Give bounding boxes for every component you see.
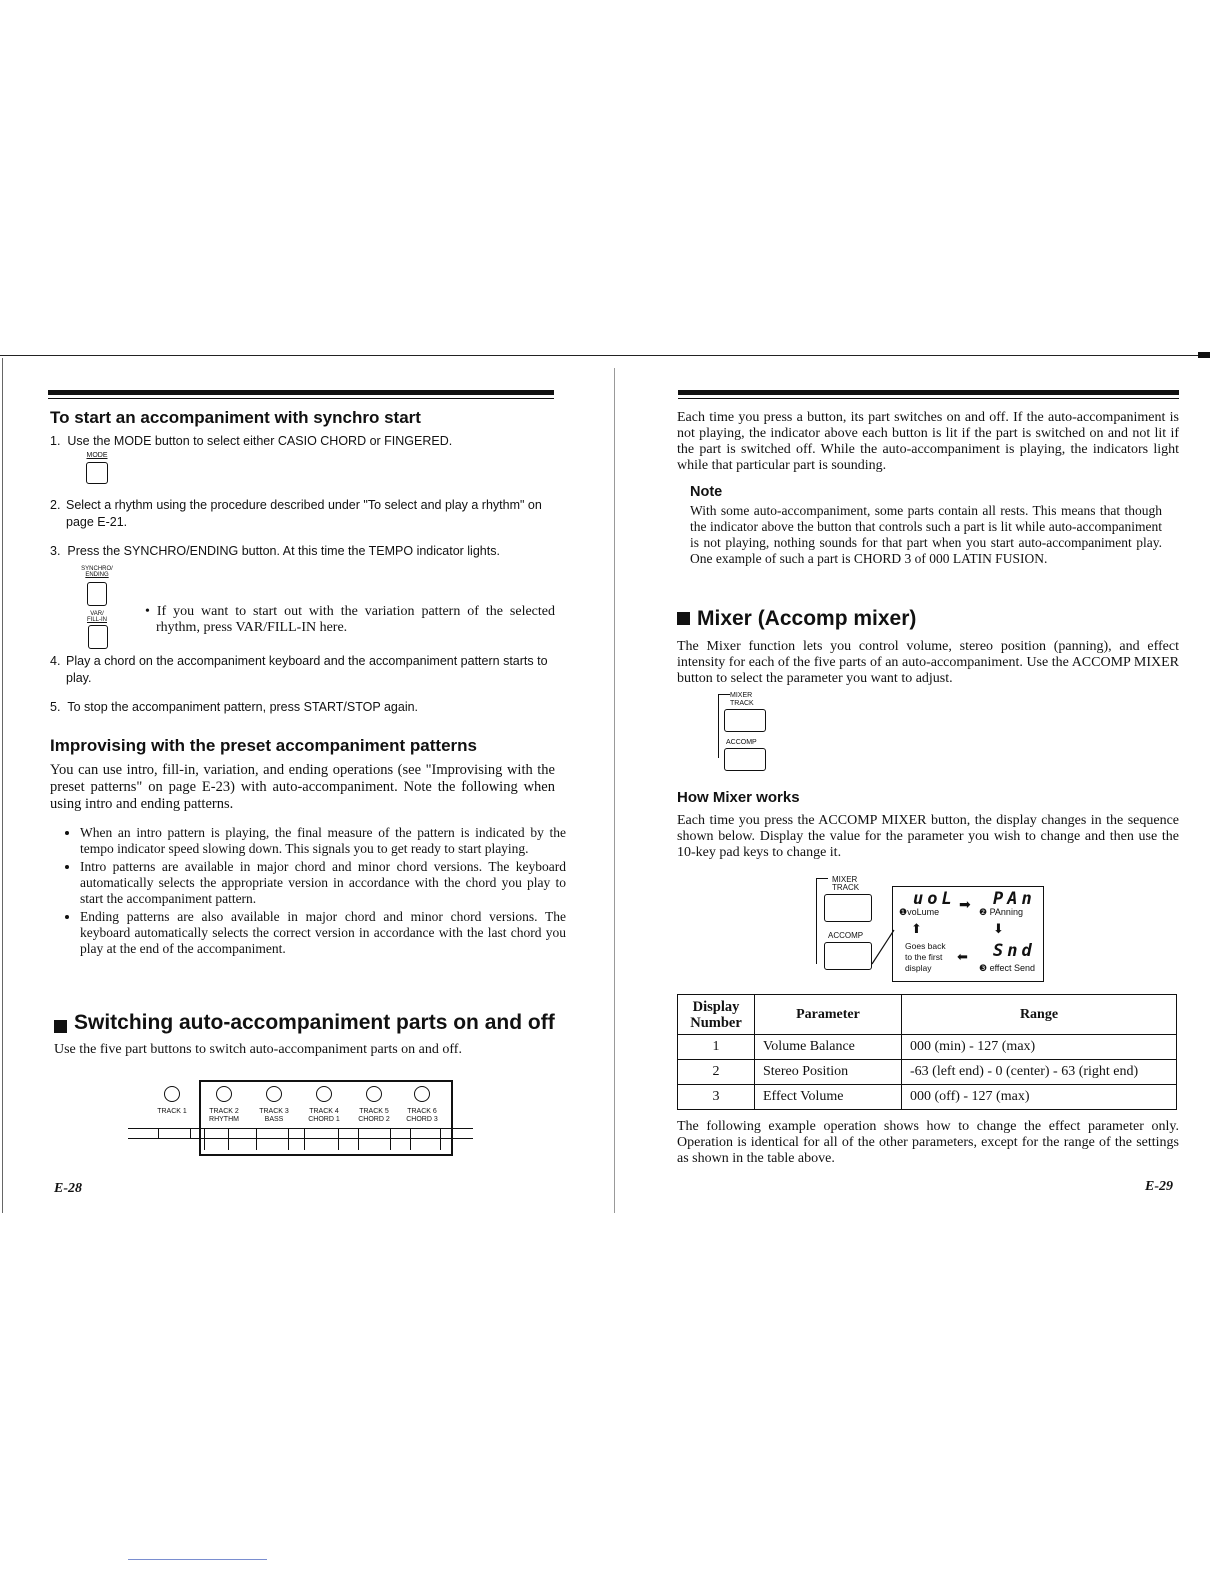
var-label-2: FILL-IN [86,617,107,623]
track-sublabel-2: RHYTHM [209,1116,239,1123]
table-row [678,1060,1177,1085]
track-sublabel-3: BASS [264,1116,284,1123]
diagram-track-label: TRACK [832,883,860,892]
mixer-label: MIXER [730,692,753,699]
cell-number: 2 [678,1060,755,1085]
lcd-display [892,886,1044,982]
step-5: 5. To stop the accompaniment pattern, press START/STOP again. [50,700,419,714]
track-sublabel-5: CHORD 2 [358,1116,390,1123]
indicator-icon [266,1086,282,1102]
left-header-bar [48,390,554,395]
mixer-heading: Mixer (Accomp mixer) [697,607,917,630]
cell-range: 000 (off) - 127 (max) [902,1085,1177,1110]
step-5-text: To stop the accompaniment pattern, press START/STOP again. [67,700,419,714]
note-heading: Note [690,484,723,500]
table-header-row [678,995,1177,1035]
seg-panning: PAn [993,889,1036,909]
volume-caption [899,907,939,918]
bullet-item: • Intro patterns are available in major chord and minor chord versions. The keyboard automatically selects the appropriate version in accordance with the chord you play to start the accompaniment pattern. [80,859,566,907]
square-bullet [677,612,690,625]
section-heading-improvising: Improvising with the preset accompaniment patterns [50,736,477,755]
arrow-down-icon: ⬇ [993,921,1004,936]
track-label: TRACK [730,700,754,707]
indicator-icon [414,1086,430,1102]
track-sublabel-6: CHORD 3 [406,1116,438,1123]
cell-range: 000 (min) - 127 (max) [902,1035,1177,1060]
improvising-intro: You can use intro, fill-in, variation, and ending operations (see "Improvising with the preset patterns" on page E-23) with auto-accompaniment. Note the following when using intro and ending patterns. [50,762,555,812]
mixer-bracket [718,694,719,758]
panel-line-bottom [128,1138,473,1139]
divider [256,1128,257,1150]
goes-back-3: display [905,963,932,973]
track-label-5: TRACK 5 [359,1108,389,1115]
left-page-number: E-28 [54,1181,82,1196]
divider [440,1128,441,1150]
var-label-1: VAR/ [90,611,104,617]
var-fill-in-button[interactable] [88,625,108,649]
mode-button[interactable] [86,462,108,484]
bottom-artifact [128,1559,267,1560]
divider [338,1128,339,1150]
right-outro: The following example operation shows how to change the effect parameter only. Operation is identical for all of the other parameters, except for the range of the settings as shown in the table above. [677,1119,1179,1166]
how-mixer-heading: How Mixer works [677,789,800,806]
synchro-label-1: SYNCHRO/ [81,566,113,572]
step-1: 1. Use the MODE button to select either CASIO CHORD or FINGERED. [50,434,453,448]
square-bullet [54,1020,67,1033]
accomp-mixer-button[interactable] [724,748,766,771]
arrow-right-icon: ➡ [959,898,971,913]
track-label-4: TRACK 4 [309,1108,339,1115]
right-header-bar [678,390,1179,395]
bullet-item: • Ending patterns are also available in major chord and minor chord versions. The keyboard automatically selects the correct version in accordance with the last chord you play at the end of the accompaniment. [80,909,566,957]
step-3: 3. Press the SYNCHRO/ENDING button. At this time the TEMPO indicator lights. [50,544,500,558]
note-body: With some auto-accompaniment, some parts contain all rests. This means that though the indicator above the button that controls such a part is lit while auto-accompaniment is not playing, nothing sounds for that part when you start auto-accompaniment play. One example of such a part is CHORD 3 of 000 LATIN FUSION. [690,503,1162,566]
seg-volume: uoL [913,889,956,909]
bullet-1-icon: ❶ [899,907,908,917]
track-label-6: TRACK 6 [407,1108,437,1115]
left-header-line [48,398,554,399]
scan-top-rule [0,355,1205,356]
bracket-tick [718,694,730,695]
track-panel [128,1080,473,1155]
cell-parameter: Volume Balance [755,1035,902,1060]
right-page-number: E-29 [1145,1179,1173,1194]
panning-caption-text: PAnning [989,907,1023,917]
section-heading-synchro-start: To start an accompaniment with synchro start [50,408,421,427]
indicator-icon [366,1086,382,1102]
table-row [678,1085,1177,1110]
arrow-up-icon: ⬆ [911,921,922,936]
divider [158,1128,159,1138]
goes-back-1: Goes back [905,941,946,951]
track-label-2: TRACK 2 [209,1108,239,1115]
step-4-text: Play a chord on the accompaniment keyboard and the accompaniment pattern starts to play. [66,654,548,685]
diagram-mixer-label: MIXER [832,875,858,884]
var-fill-in-note: • If you want to start out with the variation pattern of the selected rhythm, press VAR/FILL-IN here. [145,604,555,635]
page-gutter [614,368,615,1213]
cell-number: 1 [678,1035,755,1060]
divider [304,1128,305,1150]
switching-intro: Use the five part buttons to switch auto-accompaniment parts on and off. [54,1042,462,1057]
volume-caption-text: voLume [907,907,940,917]
bullet-2-icon: ❷ [979,907,988,917]
step-3-text: Press the SYNCHRO/ENDING button. At this time the TEMPO indicator lights. [67,544,500,558]
section-heading-switching: Switching auto-accompaniment parts on and off [74,1011,555,1034]
right-intro: Each time you press a button, its part switches on and off. If the auto-accompaniment is not playing, the indicator above each button is lit if the part is switched on and not lit if the part is switched off. While the auto-accompaniment is playing, the indicators light while that particular part is sounding. [677,410,1179,473]
arrow-left-icon: ⬅ [957,949,968,964]
step-2-text: Select a rhythm using the procedure described under "To select and play a rhythm" on page E-21. [66,498,542,529]
track-button-1[interactable] [146,1086,198,1126]
header-display-number: Display Number [678,995,755,1035]
bullet-item: • When an intro pattern is playing, the final measure of the pattern is indicated by the tempo indicator speed slowing down. This signals you to get ready to start playing. [80,825,566,857]
parameter-table [677,994,1177,1110]
bullet-3-icon: ❸ [979,963,988,973]
improvising-bullets [52,825,566,959]
header-parameter: Parameter [755,995,902,1035]
cell-parameter: Stereo Position [755,1060,902,1085]
seg-send: Snd [993,941,1036,961]
diagram-accomp-label: ACCOMP [828,931,864,940]
indicator-icon [164,1086,180,1102]
divider [358,1128,359,1150]
indicator-icon [316,1086,332,1102]
right-header-line [678,398,1179,399]
goes-back-2: to the first [905,952,943,962]
panning-caption [979,907,1023,918]
indicator-icon [216,1086,232,1102]
how-mixer-body: Each time you press the ACCOMP MIXER button, the display changes in the sequence shown below. Display the value for the parameter you wish to change and then use the 10-key pad keys to change it. [677,813,1179,860]
header-range: Range [902,995,1177,1035]
send-caption [979,963,1035,974]
accomp-label: ACCOMP [726,739,757,746]
divider [390,1128,391,1150]
track-label-3: TRACK 3 [259,1108,289,1115]
step-4: 4. Play a chord on the accompaniment keyboard and the accompaniment pattern starts to play. [50,653,556,687]
mixer-intro: The Mixer function lets you control volume, stereo position (panning), and effect intensity for each of the five parts of an auto-accompaniment. Use the ACCOMP MIXER button to select the parameter you want to adjust. [677,639,1179,686]
left-edge [2,358,3,1213]
track-button-6[interactable] [396,1086,448,1126]
mixer-diagram [816,876,1046,986]
step-1-text: Use the MODE button to select either CASIO CHORD or FINGERED. [67,434,453,448]
cell-number: 3 [678,1085,755,1110]
panel-line-top [128,1128,473,1129]
bracket [816,878,817,964]
diagram-track-button[interactable] [824,894,872,922]
track-label-1: TRACK 1 [157,1108,187,1115]
send-caption-text: effect Send [989,963,1035,973]
cell-range: -63 (left end) - 0 (center) - 63 (right end) [902,1060,1177,1085]
synchro-label-2: ENDING [85,572,109,578]
diagram-accomp-button[interactable] [824,942,872,970]
scan-mark [1198,352,1210,358]
track-sublabel-4: CHORD 1 [308,1116,340,1123]
cell-parameter: Effect Volume [755,1085,902,1110]
divider [410,1128,411,1150]
mode-label: MODE [86,452,108,459]
divider [288,1128,289,1150]
step-2: 2. Select a rhythm using the procedure described under "To select and play a rhythm" on page E-21. [50,497,556,531]
table-row [678,1035,1177,1060]
bracket-tick [816,878,828,879]
synchro-ending-button[interactable] [87,582,107,606]
divider [204,1128,205,1150]
divider [228,1128,229,1150]
divider [190,1128,191,1138]
mixer-track-button[interactable] [724,709,766,732]
